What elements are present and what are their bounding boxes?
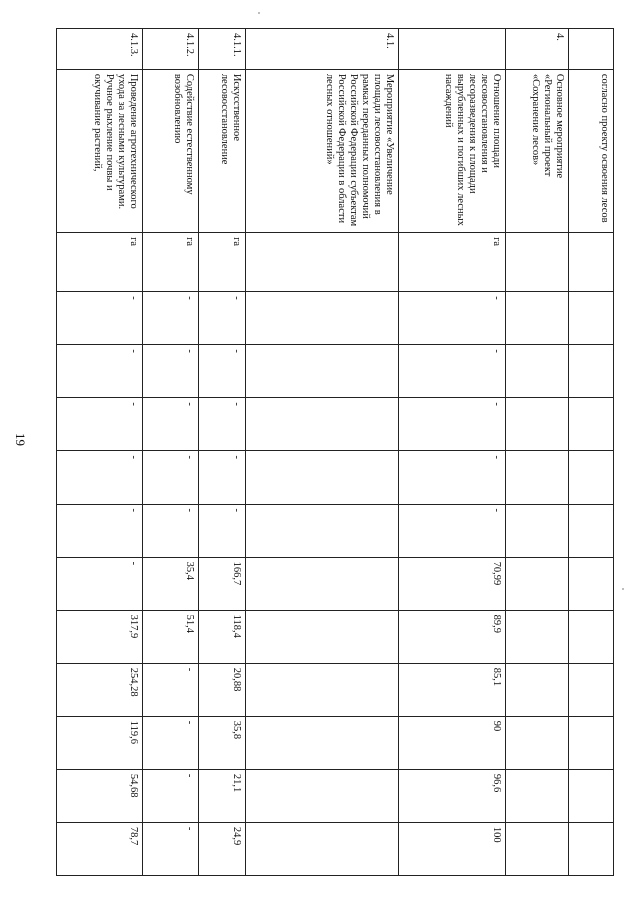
row-name-cell: согласно проекту освоения лесов <box>568 69 613 232</box>
value-cell: - <box>57 451 143 504</box>
value-cell: 90 <box>398 716 506 769</box>
value-cell <box>246 663 399 716</box>
unit-cell <box>506 233 568 292</box>
unit-cell: га <box>398 233 506 292</box>
value-cell: - <box>143 663 199 716</box>
value-cell <box>506 345 568 398</box>
value-cell: 78,7 <box>57 822 143 875</box>
table-container <box>56 28 614 876</box>
table-row <box>143 29 199 876</box>
value-cell: 51,4 <box>143 610 199 663</box>
value-cell <box>246 451 399 504</box>
unit-cell: га <box>143 233 199 292</box>
scan-speck <box>258 12 260 14</box>
value-cell: 70,99 <box>398 557 506 610</box>
row-number-cell <box>568 29 613 70</box>
value-cell: - <box>398 451 506 504</box>
value-cell <box>246 504 399 557</box>
value-cell <box>246 557 399 610</box>
value-cell: - <box>198 292 245 345</box>
row-number-cell: 4.1.3. <box>57 29 143 70</box>
value-cell: - <box>57 292 143 345</box>
value-cell <box>246 716 399 769</box>
row-number-cell: 4.1.2. <box>143 29 199 70</box>
value-cell <box>506 451 568 504</box>
value-cell: 119,6 <box>57 716 143 769</box>
value-cell <box>568 451 613 504</box>
value-cell <box>568 769 613 822</box>
value-cell <box>506 769 568 822</box>
value-cell: - <box>398 345 506 398</box>
value-cell <box>246 398 399 451</box>
value-cell <box>506 292 568 345</box>
value-cell <box>568 716 613 769</box>
value-cell: 20,88 <box>198 663 245 716</box>
value-cell: 254,28 <box>57 663 143 716</box>
value-cell <box>568 610 613 663</box>
value-cell <box>506 610 568 663</box>
value-cell: 100 <box>398 822 506 875</box>
value-cell <box>568 345 613 398</box>
value-cell: - <box>198 398 245 451</box>
value-cell: - <box>198 504 245 557</box>
value-cell: 21,1 <box>198 769 245 822</box>
unit-cell <box>246 233 399 292</box>
value-cell <box>568 292 613 345</box>
row-name-cell: Основное мероприятие «Региональный проект «Сохранение лесов» <box>506 69 568 232</box>
value-cell: - <box>398 292 506 345</box>
value-cell: 35,8 <box>198 716 245 769</box>
value-cell <box>246 822 399 875</box>
table-row <box>506 29 568 876</box>
value-cell <box>246 345 399 398</box>
table-row <box>57 29 143 876</box>
value-cell: - <box>143 398 199 451</box>
value-cell: - <box>143 451 199 504</box>
table-row <box>246 29 399 876</box>
table-row <box>198 29 245 876</box>
value-cell: - <box>143 504 199 557</box>
value-cell: - <box>57 504 143 557</box>
value-cell: 89,9 <box>398 610 506 663</box>
value-cell: - <box>57 557 143 610</box>
value-cell: 54,68 <box>57 769 143 822</box>
data-table <box>56 28 614 876</box>
value-cell: - <box>143 292 199 345</box>
table-row <box>398 29 506 876</box>
value-cell <box>506 663 568 716</box>
unit-cell <box>568 233 613 292</box>
value-cell <box>568 663 613 716</box>
row-name-cell: Проведение агротехнического ухода за лесными культурами. Ручное рыхление почвы и окучивание растений, <box>57 69 143 232</box>
value-cell: - <box>57 345 143 398</box>
row-name-cell: Отношение площади лесовосстановления и лесоразведения к площади вырубленных и погибших лесных насаждений <box>398 69 506 232</box>
table-row <box>568 29 613 876</box>
value-cell <box>506 398 568 451</box>
value-cell: - <box>143 822 199 875</box>
value-cell <box>506 557 568 610</box>
row-name-cell: Мероприятие «Увеличение площади лесовосстановления в рамках переданных полномочий Российской Федерации субъектам Российской Федерации в области лесных отношений» <box>246 69 399 232</box>
row-number-cell: 4.1.1. <box>198 29 245 70</box>
row-name-cell: Содействие естественному возобновлению <box>143 69 199 232</box>
value-cell <box>568 557 613 610</box>
value-cell <box>568 822 613 875</box>
row-number-cell <box>398 29 506 70</box>
value-cell: - <box>143 345 199 398</box>
value-cell <box>506 822 568 875</box>
value-cell: 24,9 <box>198 822 245 875</box>
row-number-cell: 4. <box>506 29 568 70</box>
scan-speck <box>622 588 624 590</box>
value-cell: 96,6 <box>398 769 506 822</box>
page-number: 19 <box>13 433 28 446</box>
value-cell: 35,4 <box>143 557 199 610</box>
value-cell: - <box>398 398 506 451</box>
value-cell <box>506 504 568 557</box>
value-cell: 118,4 <box>198 610 245 663</box>
value-cell: - <box>143 716 199 769</box>
value-cell <box>246 769 399 822</box>
value-cell <box>246 292 399 345</box>
unit-cell: га <box>198 233 245 292</box>
value-cell: - <box>198 451 245 504</box>
value-cell: - <box>143 769 199 822</box>
value-cell: 317,9 <box>57 610 143 663</box>
value-cell: 85,1 <box>398 663 506 716</box>
value-cell <box>568 398 613 451</box>
value-cell: - <box>57 398 143 451</box>
value-cell: 166,7 <box>198 557 245 610</box>
value-cell <box>568 504 613 557</box>
value-cell <box>506 716 568 769</box>
value-cell: - <box>398 504 506 557</box>
row-name-cell: Искусственное лесовосстановление <box>198 69 245 232</box>
value-cell <box>246 610 399 663</box>
unit-cell: га <box>57 233 143 292</box>
row-number-cell: 4.1. <box>246 29 399 70</box>
value-cell: - <box>198 345 245 398</box>
